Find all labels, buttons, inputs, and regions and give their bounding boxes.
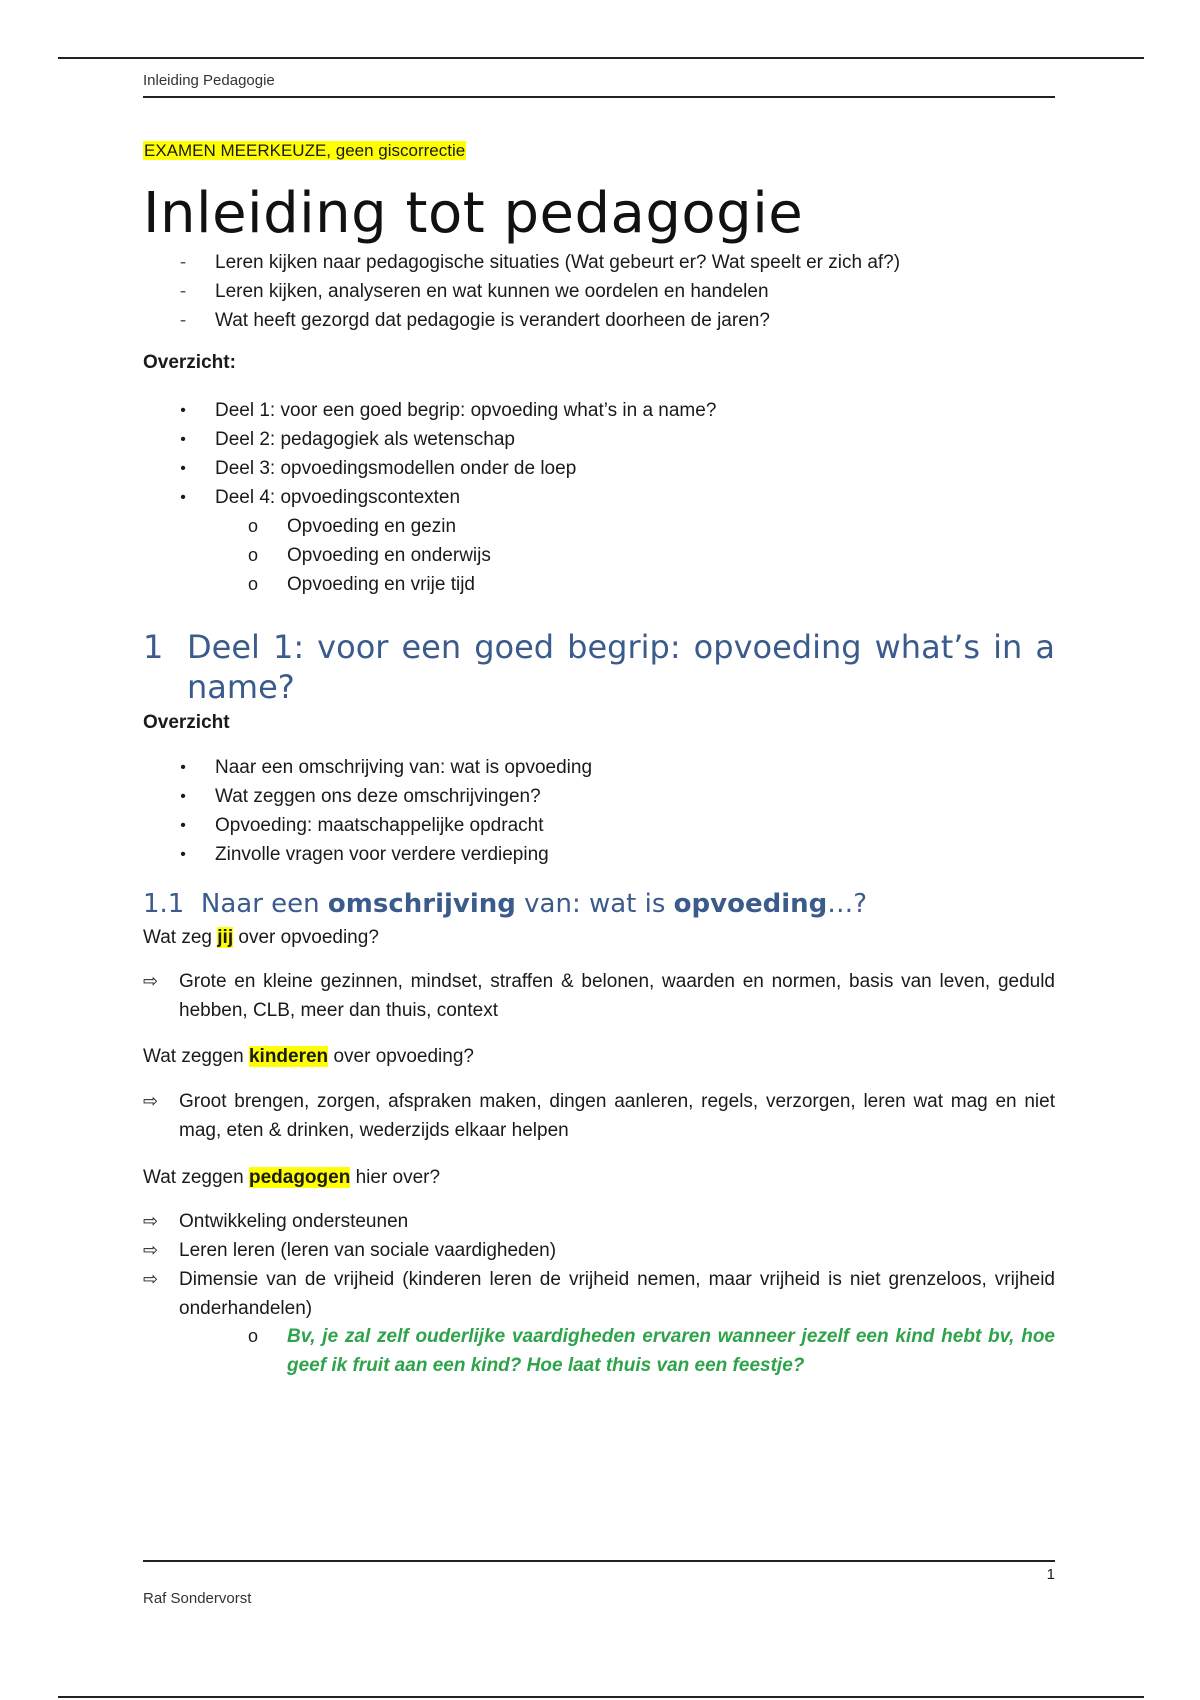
list-item: • Deel 2: pedagogiek als wetenschap	[143, 425, 1055, 454]
subsection-number: 1.1	[143, 889, 185, 919]
bullet-icon: •	[180, 402, 186, 419]
bullet-icon: •	[180, 817, 186, 834]
arrow-right-icon: ⇨	[143, 1091, 159, 1111]
arrow-right-icon: ⇨	[143, 971, 159, 991]
section-title: Deel 1: voor een goed begrip: opvoeding what’s in a name?	[187, 628, 1055, 706]
list-item: • Deel 4: opvoedingscontexten	[143, 483, 1055, 512]
question-2: Wat zeggen kinderen over opvoeding?	[143, 1046, 474, 1067]
circle-bullet-icon: o	[247, 1326, 258, 1346]
list-item: • Opvoeding: maatschappelijke opdracht	[143, 811, 1055, 840]
exam-note-highlight: EXAMEN MEERKEUZE, geen giscorrectie	[144, 141, 466, 160]
arrow-item: ⇨ Dimensie van de vrijheid (kinderen leren de vrijheid nemen, maar vrijheid is niet grenzeloos, vrijheid onderhandelen)	[143, 1265, 1055, 1323]
arrow-right-icon: ⇨	[143, 1211, 159, 1231]
dash-marker: -	[179, 252, 187, 273]
highlight: jij	[217, 927, 234, 948]
question-3: Wat zeggen pedagogen hier over?	[143, 1167, 441, 1188]
section-number: 1	[143, 628, 164, 666]
circle-bullet-icon: o	[247, 574, 258, 594]
sub-list-item: o Opvoeding en vrije tijd	[143, 570, 1055, 599]
page-border-top	[58, 57, 1144, 59]
arrow-item: ⇨ Leren leren (leren van sociale vaardigheden)	[143, 1236, 1055, 1265]
example-note	[143, 1322, 1055, 1380]
section-overview-label: Overzicht	[143, 712, 230, 733]
exam-note	[143, 141, 466, 161]
list-item: • Wat zeggen ons deze omschrijvingen?	[143, 782, 1055, 811]
sub-list-item: o Opvoeding en onderwijs	[143, 541, 1055, 570]
dash-marker: -	[179, 310, 187, 331]
bullet-icon: •	[180, 759, 186, 776]
document-title: Inleiding tot pedagogie	[143, 181, 804, 246]
answer-2	[143, 1087, 1055, 1145]
subsection-1-1-heading: 1.1 Naar een omschrijving van: wat is opvoeding…?	[143, 889, 868, 919]
list-item: • Deel 3: opvoedingsmodellen onder de loep	[143, 454, 1055, 483]
list-item: • Zinvolle vragen voor verdere verdieping	[143, 840, 1055, 869]
section-overview-list	[143, 753, 1055, 869]
footer-divider	[143, 1560, 1055, 1562]
overview-label: Overzicht:	[143, 352, 236, 373]
arrow-right-icon: ⇨	[143, 1240, 159, 1260]
answer-1	[143, 967, 1055, 1025]
overview-list	[143, 396, 1055, 599]
list-item: - Leren kijken naar pedagogische situaties (Wat gebeurt er? Wat speelt er zich af?)	[143, 248, 1055, 277]
dash-marker: -	[179, 281, 187, 302]
circle-bullet-icon: o	[247, 516, 258, 536]
list-item: - Wat heeft gezorgd dat pedagogie is verandert doorheen de jaren?	[143, 306, 1055, 335]
arrow-right-icon: ⇨	[143, 1269, 159, 1289]
list-item: • Naar een omschrijving van: wat is opvoeding	[143, 753, 1055, 782]
sub-list-item: o Opvoeding en gezin	[143, 512, 1055, 541]
highlight: kinderen	[248, 1046, 329, 1067]
intro-list	[143, 248, 1055, 335]
circle-bullet-icon: o	[247, 545, 258, 565]
section-1-heading	[143, 627, 1055, 707]
list-item: - Leren kijken, analyseren en wat kunnen we oordelen en handelen	[143, 277, 1055, 306]
question-1: Wat zeg jij over opvoeding?	[143, 927, 379, 948]
list-item: • Deel 1: voor een goed begrip: opvoeding what’s in a name?	[143, 396, 1055, 425]
bullet-icon: •	[180, 460, 186, 477]
example-text: Bv, je zal zelf ouderlijke vaardigheden ervaren wanneer jezelf een kind hebt bv, hoe geef ik fruit aan een kind? Hoe laat thuis van een feestje?	[287, 1326, 1055, 1376]
bullet-icon: •	[180, 489, 186, 506]
bullet-icon: •	[180, 846, 186, 863]
highlight: pedagogen	[248, 1167, 351, 1188]
bullet-icon: •	[180, 788, 186, 805]
arrow-item: ⇨ Grote en kleine gezinnen, mindset, straffen & belonen, waarden en normen, basis van leven, geduld hebben, CLB, meer dan thuis, context	[143, 967, 1055, 1025]
page-number: 1	[1046, 1566, 1055, 1583]
page-border-bottom	[58, 1696, 1144, 1698]
arrow-item: ⇨ Ontwikkeling ondersteunen	[143, 1207, 1055, 1236]
footer-author: Raf Sondervorst	[143, 1590, 252, 1607]
arrow-item: ⇨ Groot brengen, zorgen, afspraken maken, dingen aanleren, regels, verzorgen, leren wat mag en niet mag, eten & drinken, wederzijds elkaar helpen	[143, 1087, 1055, 1145]
running-header: Inleiding Pedagogie	[143, 72, 1055, 98]
answer-3	[143, 1207, 1055, 1323]
bullet-icon: •	[180, 431, 186, 448]
